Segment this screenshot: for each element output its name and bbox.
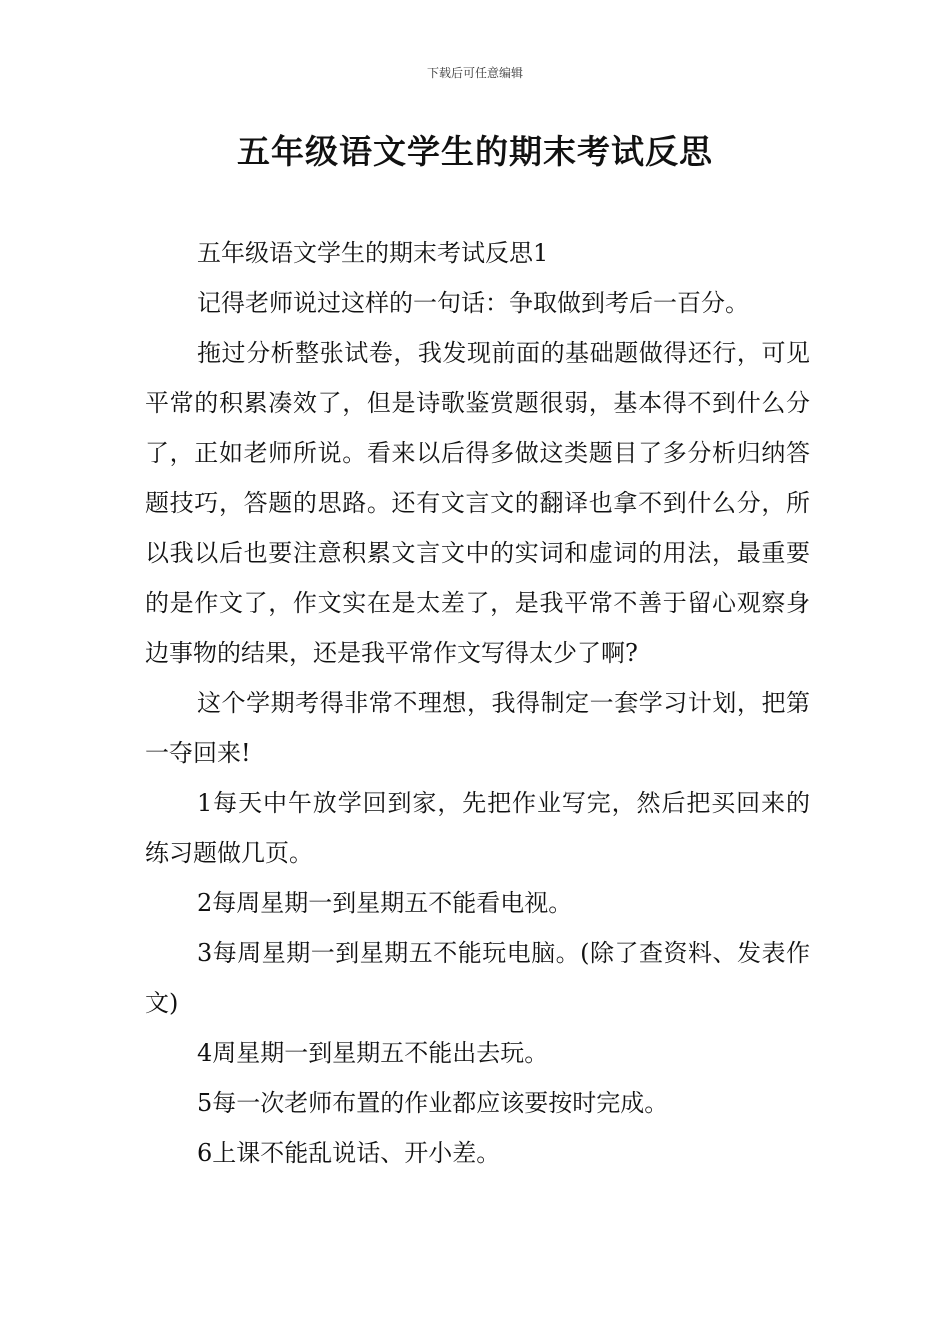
document-body [145, 228, 810, 1178]
plan-item-2: 2每周星期一到星期五不能看电视。 [197, 889, 573, 917]
paragraph-subtitle: 五年级语文学生的期末考试反思1 [197, 239, 549, 267]
paragraph-analysis: 拖过分析整张试卷，我发现前面的基础题做得还行，可见平常的积累凑效了，但是诗歌鉴赏题很弱，基本得不到什么分了，正如老师所说。看来以后得多做这类题目了多分析归纳答题技巧，答题的思路。还有文言文的翻译也拿不到什么分，所以我以后也要注意积累文言文中的实词和虚词的用法，最重要的是作文了，作文实在是太差了，是我平常不善于留心观察身边事物的结果，还是我平常作文写得太少了啊? [145, 339, 810, 667]
document-title: 五年级语文学生的期末考试反思 [237, 132, 713, 171]
paragraph-quote: 记得老师说过这样的一句话：争取做到考后一百分。 [197, 289, 749, 317]
plan-item-3: 3每周星期一到星期五不能玩电脑。(除了查资料、发表作文) [145, 939, 810, 1017]
plan-item-5: 5每一次老师布置的作业都应该要按时完成。 [197, 1089, 669, 1117]
plan-item-4: 4周星期一到星期五不能出去玩。 [197, 1039, 549, 1067]
plan-item-6: 6上课不能乱说话、开小差。 [197, 1139, 501, 1167]
paragraph-plan-intro: 这个学期考得非常不理想，我得制定一套学习计划，把第一夺回来! [145, 689, 810, 767]
plan-item-1: 1每天中午放学回到家，先把作业写完，然后把买回来的练习题做几页。 [145, 789, 810, 867]
page-header-note: 下载后可任意编辑 [426, 66, 523, 80]
